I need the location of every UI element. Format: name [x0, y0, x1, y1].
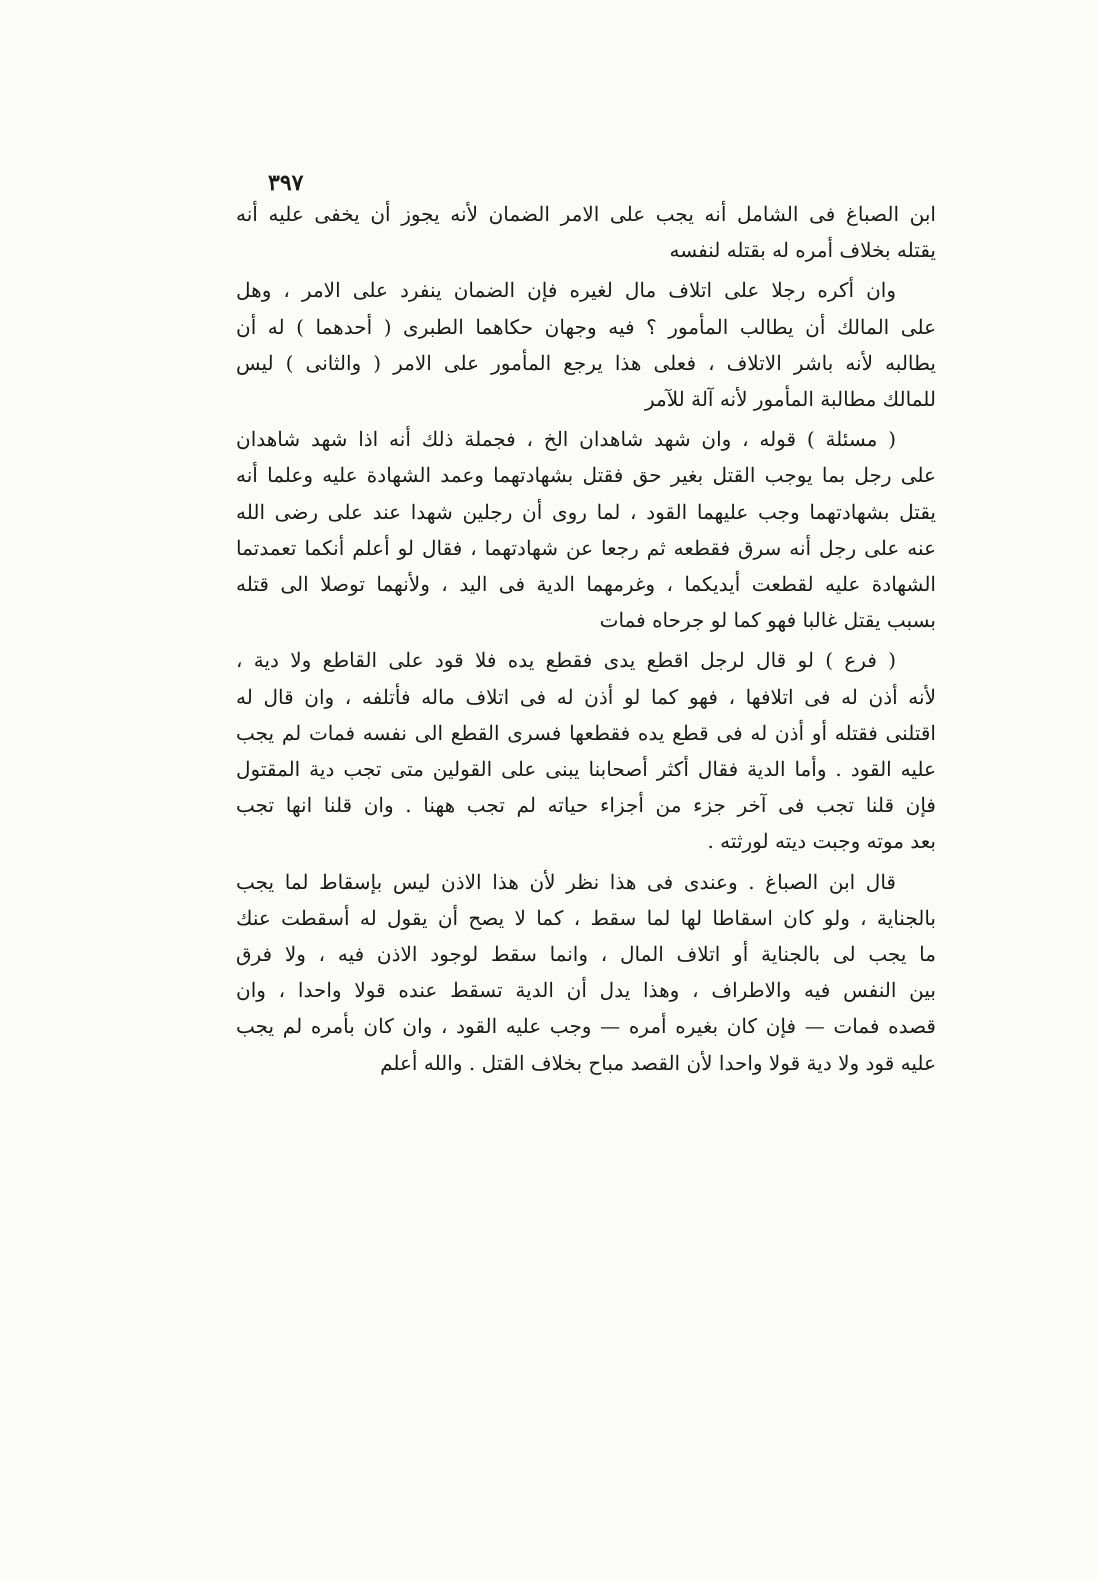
text-line: ابن الصباغ فى الشامل أنه يجب على الامر الضمان لأنه يجوز أن يخفى عليه أنه — [236, 202, 936, 226]
text-line: اقتلنى فقتله أو أذن له فى قطع يده فقطعها فسرى القطع الى نفسه فمات لم يجب — [236, 720, 936, 745]
paragraph-1 — [236, 196, 936, 268]
text-line: الشهادة عليه لقطعت أيديكما ، وغرمهما الدية فى اليد ، ولأنهما توصلا الى قتله — [236, 572, 936, 597]
text-line: عليه القود . وأما الدية فقال أكثر أصحابنا يبنى على القولين متى تجب دية المقتول — [236, 757, 936, 782]
text-line: فإن قلنا تجب فى آخر جزء من أجزاء حياته لم تجب ههنا . وان قلنا انها تجب — [236, 793, 936, 818]
paragraph-5 — [236, 864, 936, 1081]
text-line: ما يجب لى بالجناية أو اتلاف المال ، وانما سقط لوجود الاذن فيه ، ولا فرق — [236, 942, 936, 967]
text-line: بالجناية ، ولو كان اسقاطا لها لما سقط ، كما لا يصح أن يقول له أسقطت عنك — [236, 905, 936, 930]
text-line: قصده فمات — فإن كان بغيره أمره — وجب عليه القود ، وان كان بأمره لم يجب — [236, 1014, 936, 1039]
text-line: ( فرع ) لو قال لرجل اقطع يدى فقطع يده فلا قود على القاطع ولا دية ، — [236, 648, 896, 673]
text-line: على رجل بما يوجب القتل بغير حق فقتل بشهادتهما وعمد الشهادة عليه وعلما أنه — [236, 463, 936, 488]
text-line: يقتله بخلاف أمره له بقتله لنفسه — [669, 238, 936, 263]
page-number: ٣٩٧ — [268, 170, 304, 196]
text-line: بين النفس فيه والاطراف ، وهذا يدل أن الدية تسقط عنده قولا واحدا ، وان — [236, 978, 936, 1003]
text-line: وان أكره رجلا على اتلاف مال لغيره فإن الضمان ينفرد على الامر ، وهل — [236, 278, 896, 303]
text-line: بسبب يقتل غالبا فهو كما لو جرحاه فمات — [599, 608, 936, 633]
paragraph-3 — [236, 421, 936, 638]
text-line: عنه على رجل أنه سرق فقطعه ثم رجعا عن شهادتهما ، فقال لو أعلم أنكما تعمدتما — [236, 535, 936, 560]
text-line: بعد موته وجبت ديته لورثته . — [707, 829, 936, 854]
paragraph-4 — [236, 642, 936, 859]
text-line: للمالك مطالبة المأمور لأنه آلة للآمر — [644, 387, 936, 412]
text-line: عليه قود ولا دية قولا واحدا لأن القصد مباح بخلاف القتل . والله أعلم — [380, 1050, 936, 1075]
text-line: يقتل بشهادتهما وجب عليهما القود ، لما روى أن رجلين شهدا عند على رضى الله — [236, 499, 936, 524]
text-line: ( مسئلة ) قوله ، وان شهد شاهدان الخ ، فجملة ذلك أنه اذا شهد شاهدان — [236, 427, 896, 452]
text-line: على المالك أن يطالب المأمور ؟ فيه وجهان حكاهما الطبرى ( أحدهما ) له أن — [236, 314, 936, 339]
text-line: قال ابن الصباغ . وعندى فى هذا نظر لأن هذا الاذن ليس بإسقاط لما يجب — [236, 869, 896, 894]
body-text — [236, 196, 936, 1085]
text-line: يطالبه لأنه باشر الاتلاف ، فعلى هذا يرجع المأمور على الامر ( والثانى ) ليس — [236, 350, 936, 375]
text-line: لأنه أذن له فى اتلافها ، فهو كما لو أذن له فى اتلاف ماله فأتلفه ، وان قال له — [236, 684, 936, 709]
paragraph-2 — [236, 272, 936, 417]
